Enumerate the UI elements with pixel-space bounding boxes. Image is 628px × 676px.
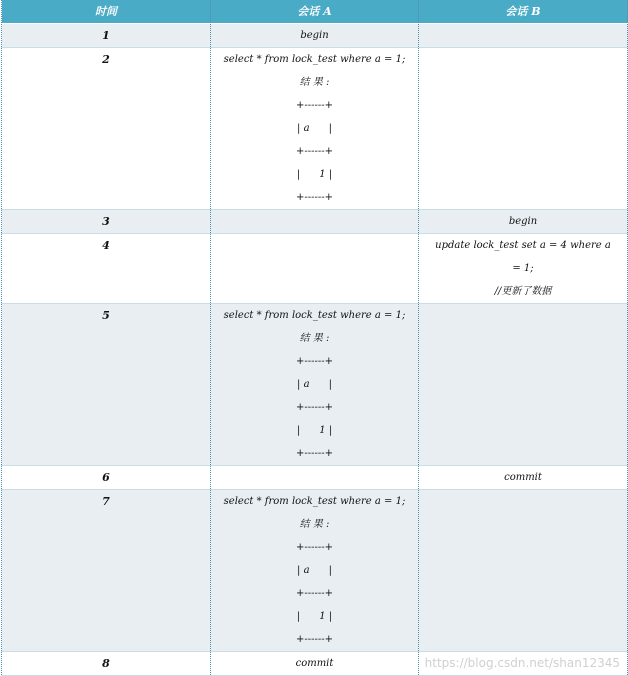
session-a-cell: [211, 490, 419, 652]
session-a-cell: [211, 304, 419, 466]
session-b-line: = 1;: [512, 263, 534, 274]
table-row: [2, 490, 628, 652]
session-b-cell: [419, 234, 628, 304]
header-session-a: 会话 A: [211, 0, 419, 24]
session-a-line: | a |: [297, 565, 332, 576]
session-a-line: | a |: [297, 379, 332, 390]
session-a-cell: [211, 210, 419, 234]
session-a-line: 结 果 :: [299, 333, 330, 344]
session-a-line: | 1 |: [296, 169, 333, 180]
session-a-line: +------+: [295, 542, 334, 553]
session-a-cell: [211, 48, 419, 210]
time-value: 5: [102, 309, 110, 322]
session-b-line: commit: [504, 472, 542, 483]
session-table: [1, 0, 628, 676]
time-value: 7: [102, 495, 110, 508]
time-cell: [2, 490, 211, 652]
time-cell: [2, 652, 211, 676]
time-cell: [2, 234, 211, 304]
time-value: 1: [102, 29, 110, 42]
table-row: [2, 48, 628, 210]
session-a-line: +------+: [295, 356, 334, 367]
table-row: [2, 210, 628, 234]
time-value: 6: [102, 471, 110, 484]
session-a-line: +------+: [295, 634, 334, 645]
session-a-line: 结 果 :: [299, 77, 330, 88]
time-cell: [2, 304, 211, 466]
table-body: [2, 24, 628, 676]
header-session-b: 会话 B: [419, 0, 628, 24]
session-b-cell: [419, 466, 628, 490]
session-b-line: update lock_test set a = 4 where a: [435, 240, 611, 251]
session-a-line: | 1 |: [296, 425, 333, 436]
header-row: [2, 0, 628, 24]
time-value: 4: [102, 239, 110, 252]
time-value: 8: [102, 657, 110, 670]
session-a-line: +------+: [295, 100, 334, 111]
session-b-cell: [419, 304, 628, 466]
session-b-cell: [419, 210, 628, 234]
session-a-line: begin: [300, 30, 329, 41]
table-row: [2, 234, 628, 304]
session-a-line: select * from lock_test where a = 1;: [223, 54, 406, 65]
session-a-cell: [211, 24, 419, 48]
session-a-line: | a |: [297, 123, 332, 134]
table-row: [2, 24, 628, 48]
session-a-line: | 1 |: [296, 611, 333, 622]
watermark: https://blog.csdn.net/shan12345: [424, 656, 620, 670]
session-a-line: select * from lock_test where a = 1;: [223, 310, 406, 321]
table-row: [2, 304, 628, 466]
session-b-cell: [419, 48, 628, 210]
time-cell: [2, 48, 211, 210]
table-row: [2, 466, 628, 490]
session-a-line: +------+: [295, 402, 334, 413]
time-value: 2: [102, 53, 110, 66]
session-a-line: commit: [295, 658, 334, 669]
session-a-line: +------+: [295, 448, 334, 459]
session-b-cell: [419, 24, 628, 48]
session-b-line: begin: [508, 216, 538, 227]
session-a-line: +------+: [295, 588, 334, 599]
session-a-cell: [211, 466, 419, 490]
session-a-line: select * from lock_test where a = 1;: [223, 496, 406, 507]
session-b-cell: [419, 490, 628, 652]
session-a-cell: [211, 652, 419, 676]
session-a-line: +------+: [295, 192, 334, 203]
time-cell: [2, 466, 211, 490]
session-a-line: 结 果 :: [299, 519, 330, 530]
session-b-line: //更新了数据: [494, 286, 552, 297]
time-cell: [2, 210, 211, 234]
header-time: 时间: [2, 0, 211, 24]
session-a-cell: [211, 234, 419, 304]
session-a-line: +------+: [295, 146, 334, 157]
time-value: 3: [102, 215, 110, 228]
time-cell: [2, 24, 211, 48]
